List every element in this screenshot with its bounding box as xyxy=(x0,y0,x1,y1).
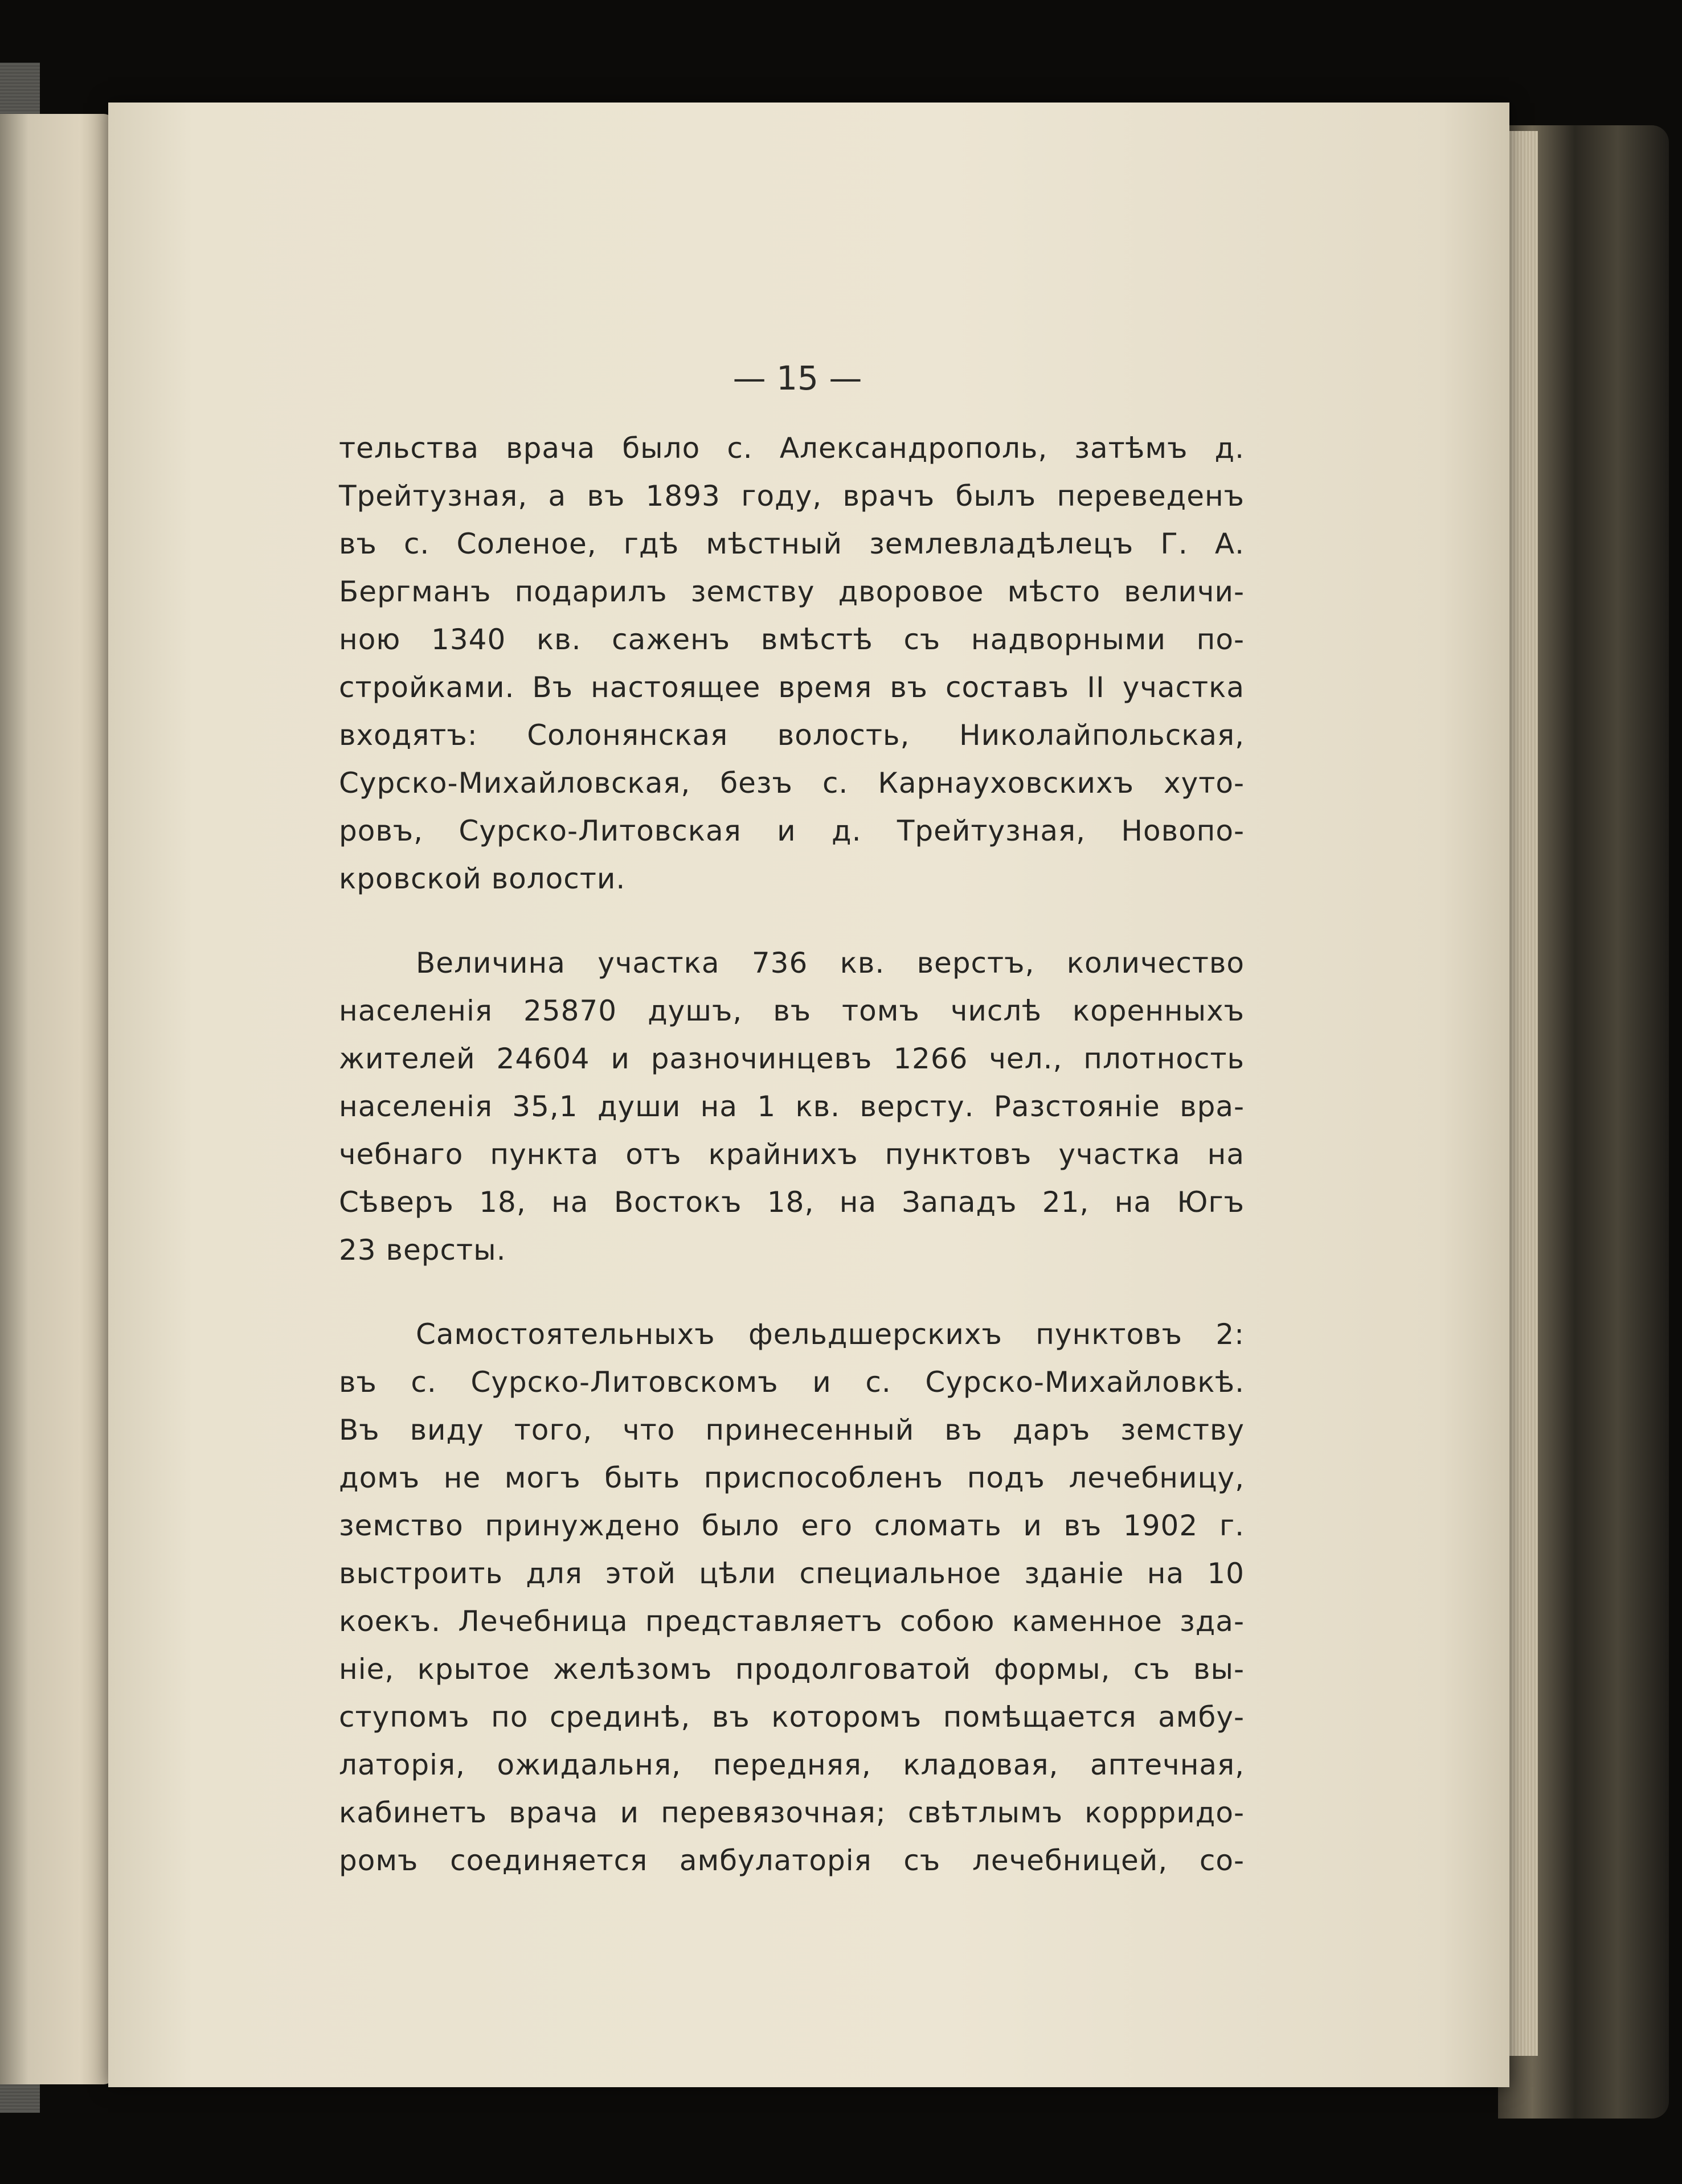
text-line: чебнаго пункта отъ крайнихъ пунктовъ участка на xyxy=(339,1138,1245,1171)
text-line: ною 1340 кв. саженъ вмѣстѣ съ надворными по- xyxy=(339,623,1245,656)
text-line: входятъ: Солонянская волость, Николайпольская, xyxy=(339,719,1245,752)
text-line: Величина участка 736 кв. верстъ, количество xyxy=(416,946,1245,980)
text-line: населенія 35,1 души на 1 кв. версту. Разстояніе вра- xyxy=(339,1090,1245,1123)
text-line: кабинетъ врача и перевязочная; свѣтлымъ коррридо- xyxy=(339,1796,1245,1829)
text-line: въ с. Соленое, гдѣ мѣстный землевладѣлецъ Г. А. xyxy=(339,527,1245,560)
text-line: 23 версты. xyxy=(339,1234,506,1267)
text-line: тельства врача было с. Александрополь, затѣмъ д. xyxy=(339,432,1245,465)
text-line: кровской волости. xyxy=(339,862,626,895)
text-line: Сѣверъ 18, на Востокъ 18, на Западъ 21, на Югъ xyxy=(339,1186,1245,1219)
text-line: коекъ. Лечебница представляетъ собою каменное зда- xyxy=(339,1605,1245,1638)
text-line: земство принуждено было его сломать и въ 1902 г. xyxy=(339,1509,1245,1542)
text-line: Бергманъ подарилъ земству дворовое мѣсто величи- xyxy=(339,575,1245,608)
text-line: выстроить для этой цѣли специальное зданіе на 10 xyxy=(339,1557,1245,1590)
text-line: ровъ, Сурско-Литовская и д. Трейтузная, Новопо- xyxy=(339,814,1245,847)
text-line: ніе, крытое желѣзомъ продолговатой формы, съ вы- xyxy=(339,1653,1245,1686)
paragraph-3 xyxy=(339,1310,1245,1884)
text-line: Сурско-Михайловская, безъ с. Карнауховскихъ хуто- xyxy=(339,767,1245,800)
text-line: ромъ соединяется амбулаторія съ лечебницей, со- xyxy=(339,1844,1245,1877)
text-line: ступомъ по срединѣ, въ которомъ помѣщается амбу- xyxy=(339,1701,1245,1734)
page-number: — 15 — xyxy=(732,359,862,398)
text-line: латорія, ожидальня, передняя, кладовая, аптечная, xyxy=(339,1748,1245,1781)
text-line: въ с. Сурско-Литовскомъ и с. Сурско-Михайловкѣ. xyxy=(339,1366,1245,1399)
left-page-edge xyxy=(0,114,114,2084)
text-line: стройками. Въ настоящее время въ составъ II участка xyxy=(339,671,1245,704)
text-line: Трейтузная, а въ 1893 году, врачъ былъ переведенъ xyxy=(339,480,1245,513)
text-line: населенія 25870 душъ, въ томъ числѣ коренныхъ xyxy=(339,994,1245,1027)
text-line: домъ не могъ быть приспособленъ подъ лечебницу, xyxy=(339,1461,1245,1494)
text-line: Въ виду того, что принесенный въ даръ земству xyxy=(339,1413,1245,1447)
body-text xyxy=(339,424,1245,1921)
text-line: жителей 24604 и разночинцевъ 1266 чел., плотность xyxy=(339,1042,1245,1075)
paragraph-1 xyxy=(339,424,1245,903)
paragraph-2 xyxy=(339,939,1245,1274)
text-line: Самостоятельныхъ фельдшерскихъ пунктовъ 2: xyxy=(416,1318,1245,1351)
